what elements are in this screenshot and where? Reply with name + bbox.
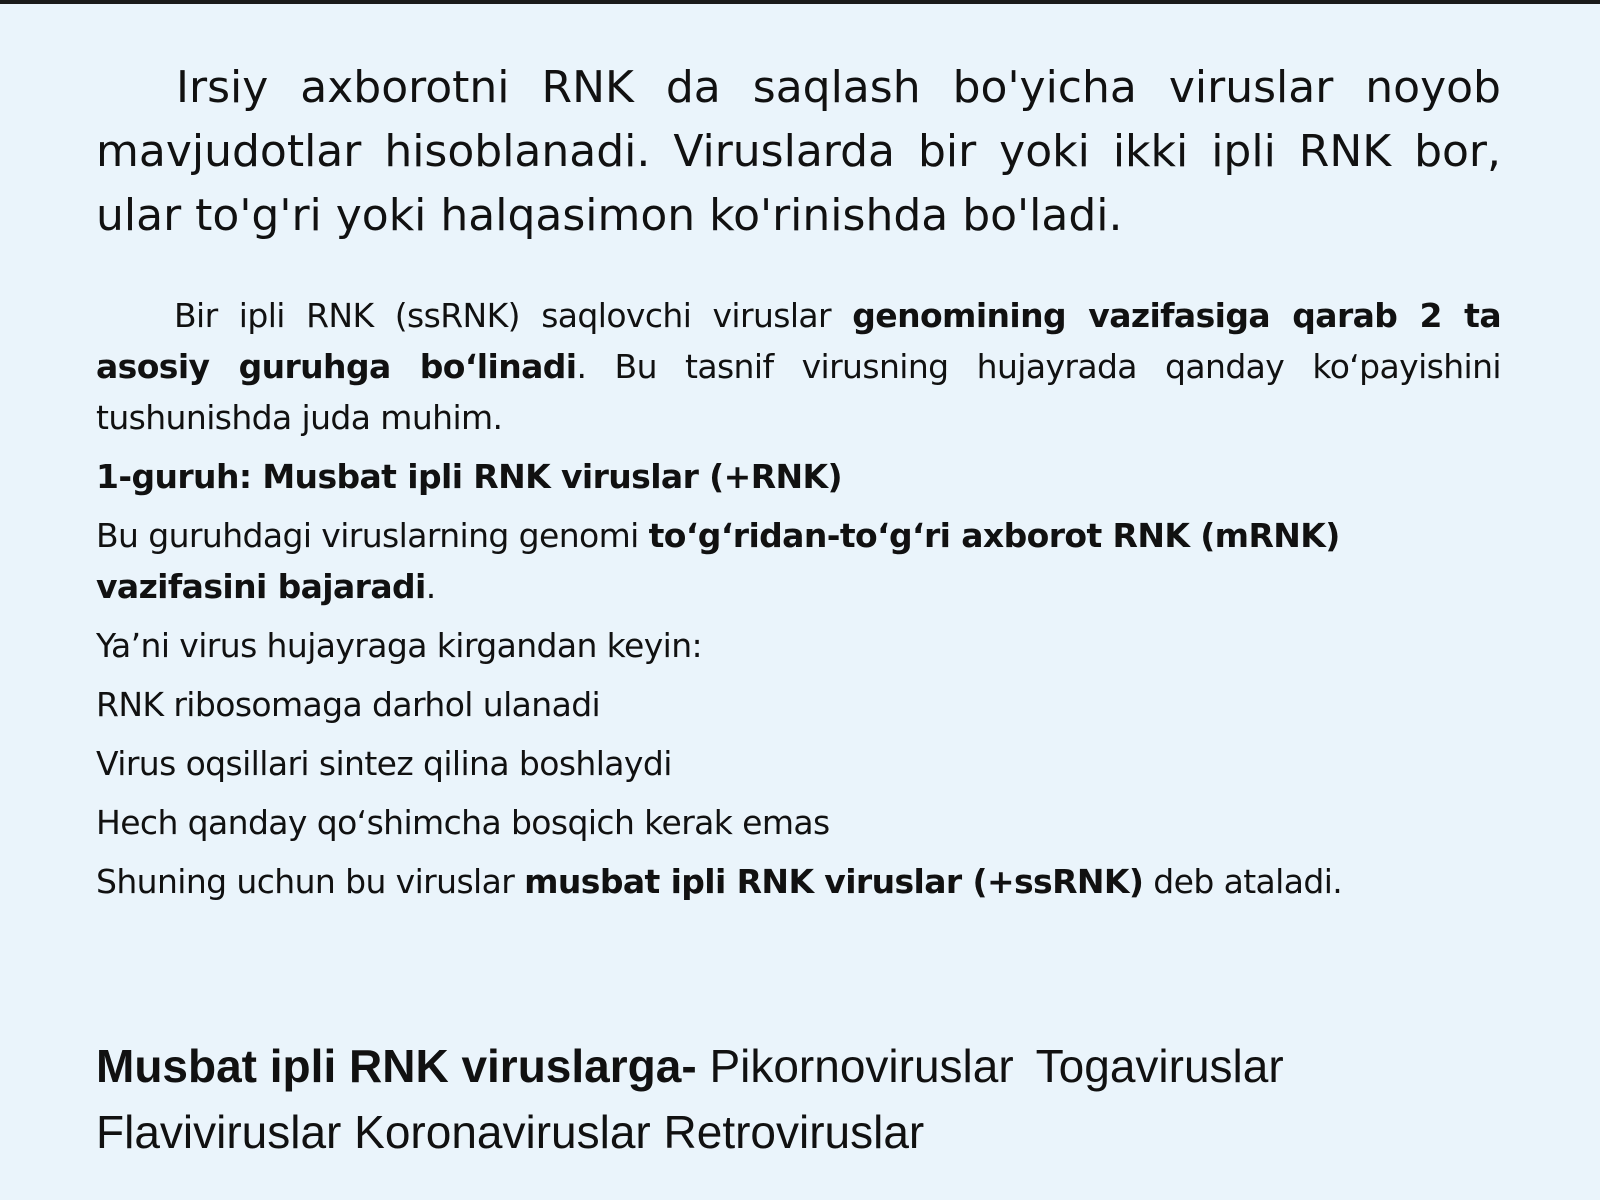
group1-heading: 1-guruh: Musbat ipli RNK viruslar (+RNK)	[96, 457, 842, 496]
process-intro: Ya’ni virus hujayraga kirgandan keyin:	[96, 626, 703, 665]
virus-family: Koronaviruslar	[354, 1106, 651, 1158]
group1-description	[96, 510, 1501, 612]
intro-paragraph: Irsiy axborotni RNK da saqlash bo'yicha viruslar noyob mavjudotlar hisoblanadi. Viruslarda bir yoki ikki ipli RNK bor, ular to'g'ri yoki halqasimon ko'rinishda bo'ladi.	[96, 62, 1501, 241]
naming-conclusion	[96, 856, 1501, 907]
naming-text-end: deb ataladi.	[1143, 862, 1343, 901]
group1-description-emphasis: to‘g‘ridan-to‘g‘ri axborot RNK (mRNK) vazifasini bajaradi	[96, 516, 1340, 606]
virus-family: Flaviviruslar	[96, 1106, 342, 1158]
top-border	[0, 0, 1600, 4]
virus-family: Pikornoviruslar	[709, 1040, 1014, 1092]
naming-emphasis: musbat ipli RNK viruslar (+ssRNK)	[524, 862, 1144, 901]
body-block	[96, 290, 1501, 907]
classification-text: Bir ipli RNK (ssRNK) saqlovchi viruslar	[174, 296, 853, 335]
group1-description-end: .	[425, 567, 436, 606]
process-step-1: RNK ribosomaga darhol ulanadi	[96, 685, 601, 724]
process-step-2: Virus oqsillari sintez qilina boshlaydi	[96, 744, 672, 783]
slide-content	[96, 56, 1501, 907]
group1-description-text: Bu guruhdagi viruslarning genomi	[96, 516, 649, 555]
virus-families-lead: Musbat ipli RNK viruslarga-	[96, 1040, 697, 1092]
virus-family: Togaviruslar	[1035, 1040, 1284, 1092]
naming-text: Shuning uchun bu viruslar	[96, 862, 525, 901]
classification-text-end: . Bu tasnif virusning hujayrada qanday ko‘payishini tushunishda juda muhim.	[96, 347, 1502, 437]
classification-emphasis: genomining vazifasiga qarab 2 ta asosiy guruhga bo‘linadi	[96, 296, 1501, 386]
classification-paragraph	[96, 290, 1501, 443]
process-step-3: Hech qanday qo‘shimcha bosqich kerak emas	[96, 803, 830, 842]
virus-family: Retroviruslar	[663, 1106, 925, 1158]
virus-families	[96, 1033, 1516, 1165]
